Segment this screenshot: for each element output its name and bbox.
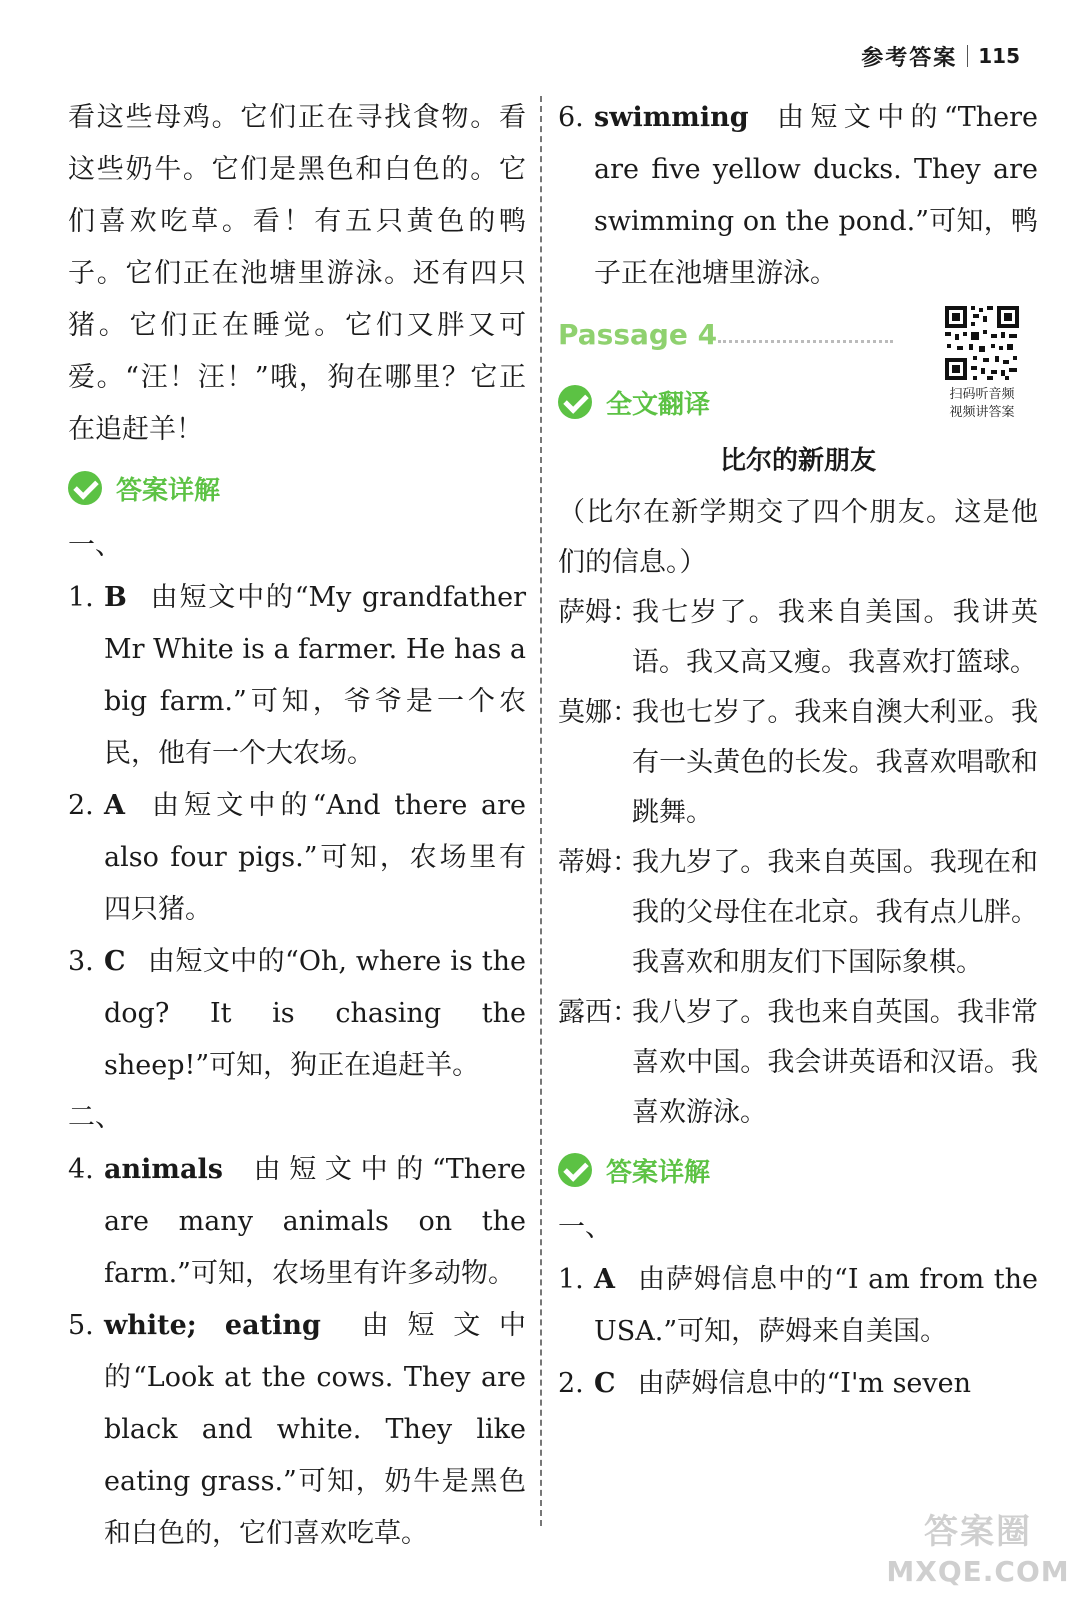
speaker-entry (558, 688, 1038, 838)
answer-word: animals (104, 1154, 223, 1185)
question-body (594, 92, 1038, 300)
dotted-rule (718, 340, 893, 343)
right-column (558, 92, 1038, 1410)
qr-block[interactable] (936, 304, 1028, 422)
answer-heading (558, 1138, 1038, 1202)
answer-letter: B (104, 582, 127, 613)
check-circle-icon (558, 1153, 592, 1187)
check-circle-icon (558, 385, 592, 419)
answer-heading-label: 答案详解 (116, 475, 221, 506)
answer-word: swimming (594, 102, 749, 133)
page-number: 115 (978, 44, 1020, 68)
story-title: 比尔的新朋友 (719, 446, 876, 476)
question-number: 3. (68, 946, 94, 977)
explanation: 由短文中的“There are many animals on the farm.”可知，农场里有许多动物。 (104, 1154, 526, 1289)
part-one-label: 一、 (68, 530, 122, 561)
answer-letter: C (594, 1368, 616, 1399)
qr-caption-line: 扫码听音频 (949, 387, 1015, 402)
question-number: 2. (68, 790, 94, 821)
question-number: 1. (558, 1264, 584, 1295)
explanation: 由短文中的“And there are also four pigs.”可知，农场里有四只猪。 (104, 790, 526, 925)
question-number: 4. (68, 1154, 94, 1185)
header-label: 参考答案 (861, 45, 958, 71)
speaker-text: 我八岁了。我也来自英国。我非常喜欢中国。我会讲英语和汉语。我喜欢游泳。 (632, 997, 1038, 1128)
answer-letter: C (104, 946, 126, 977)
answer-word: white; eating (104, 1310, 321, 1341)
intro-line: 猪。它们正在睡觉。它们又胖又可 (68, 310, 526, 341)
speaker-text: 我也七岁了。我来自澳大利亚。我有一头黄色的长发。我喜欢唱歌和跳舞。 (632, 697, 1038, 828)
qr-caption-line: 视频讲答案 (949, 405, 1015, 420)
speaker-entry (558, 988, 1038, 1138)
qr-code-icon[interactable] (943, 304, 1021, 382)
intro-line: 追赶羊！ (95, 414, 203, 445)
question-body (104, 1144, 526, 1300)
watermark (880, 1512, 1076, 1594)
speaker-name: 萨姆： (558, 597, 639, 628)
speaker-entry (558, 838, 1038, 988)
intro-line: 们喜欢吃草。看！有五只黄色的鸭 (68, 206, 526, 237)
speaker-name: 蒂姆： (558, 847, 639, 878)
part-one-label: 一、 (558, 1212, 612, 1243)
answer-heading-label: 答案详解 (606, 1157, 711, 1188)
explanation: 由短文中的“Oh, where is the dog? It is chasing the sheep!”可知，狗正在追赶羊。 (104, 946, 526, 1081)
question-item (68, 1300, 526, 1560)
question-item (558, 92, 1038, 300)
left-column (68, 92, 526, 1560)
part-two-label: 二、 (68, 1102, 122, 1133)
speaker-text: 我七岁了。我来自美国。我讲英语。我又高又瘦。我喜欢打篮球。 (632, 597, 1038, 678)
intro-text (68, 92, 526, 456)
question-body (104, 780, 526, 936)
question-item (68, 1144, 526, 1300)
qr-caption (936, 386, 1028, 422)
explanation: 由萨姆信息中的“I'm seven (637, 1368, 972, 1399)
speaker-text: 我九岁了。我来自英国。我现在和我的父母住在北京。我有点儿胖。我喜欢和朋友们下国际象棋。 (632, 847, 1038, 978)
watermark-logo: 答案圈 (924, 1512, 1032, 1552)
page-header (861, 36, 1020, 76)
explanation: 由短文中的“My grandfather Mr White is a farmer. He has a big farm.”可知，爷爷是一个农民，他有一个大农场。 (104, 582, 526, 769)
question-item (68, 780, 526, 936)
question-body (594, 1358, 1038, 1410)
question-number: 5. (68, 1310, 94, 1341)
explanation: 由萨姆信息中的“I am from the USA.”可知，萨姆来自美国。 (594, 1264, 1038, 1347)
question-body (594, 1254, 1038, 1358)
question-item (68, 936, 526, 1092)
explanation: 由短文中的“There are five yellow ducks. They are swimming on the pond.”可知，鸭子正在池塘里游泳。 (594, 102, 1038, 289)
question-body (104, 1300, 526, 1560)
question-body (104, 572, 526, 780)
explanation: 由短文中的“Look at the cows. They are black and white. They like eating grass.”可知，奶牛是黑色和白色的，它们喜欢吃草。 (104, 1310, 527, 1549)
answer-letter: A (104, 790, 125, 821)
column-divider (540, 96, 542, 1526)
story-intro: （比尔在新学期交了四个朋友。这是他们的信息。） (558, 497, 1038, 578)
intro-line: 这些奶牛。它们是黑色和白色的。它 (68, 154, 526, 185)
question-number: 6. (558, 102, 584, 133)
answer-heading (68, 456, 526, 520)
question-item (558, 1254, 1038, 1358)
question-number: 1. (68, 582, 94, 613)
question-item (68, 572, 526, 780)
question-item (558, 1358, 1038, 1410)
speaker-name: 莫娜： (558, 697, 639, 728)
watermark-text: MXQE.COM (886, 1555, 1070, 1588)
answer-letter: A (594, 1264, 615, 1295)
intro-line: 子。它们正在池塘里游泳。还有四只 (68, 258, 526, 289)
speaker-name: 露西： (558, 997, 639, 1028)
passage-title: Passage 4 (558, 318, 718, 351)
header-separator (967, 45, 968, 67)
intro-line: 看这些母鸡。它们正在寻找食物。看 (68, 102, 526, 133)
intro-line: 爱。“汪！汪！”哦，狗在哪里？它正在 (68, 362, 526, 445)
check-circle-icon (68, 471, 102, 505)
question-body (104, 936, 526, 1092)
speaker-entry (558, 588, 1038, 688)
question-number: 2. (558, 1368, 584, 1399)
translation-heading-label: 全文翻译 (606, 389, 711, 420)
